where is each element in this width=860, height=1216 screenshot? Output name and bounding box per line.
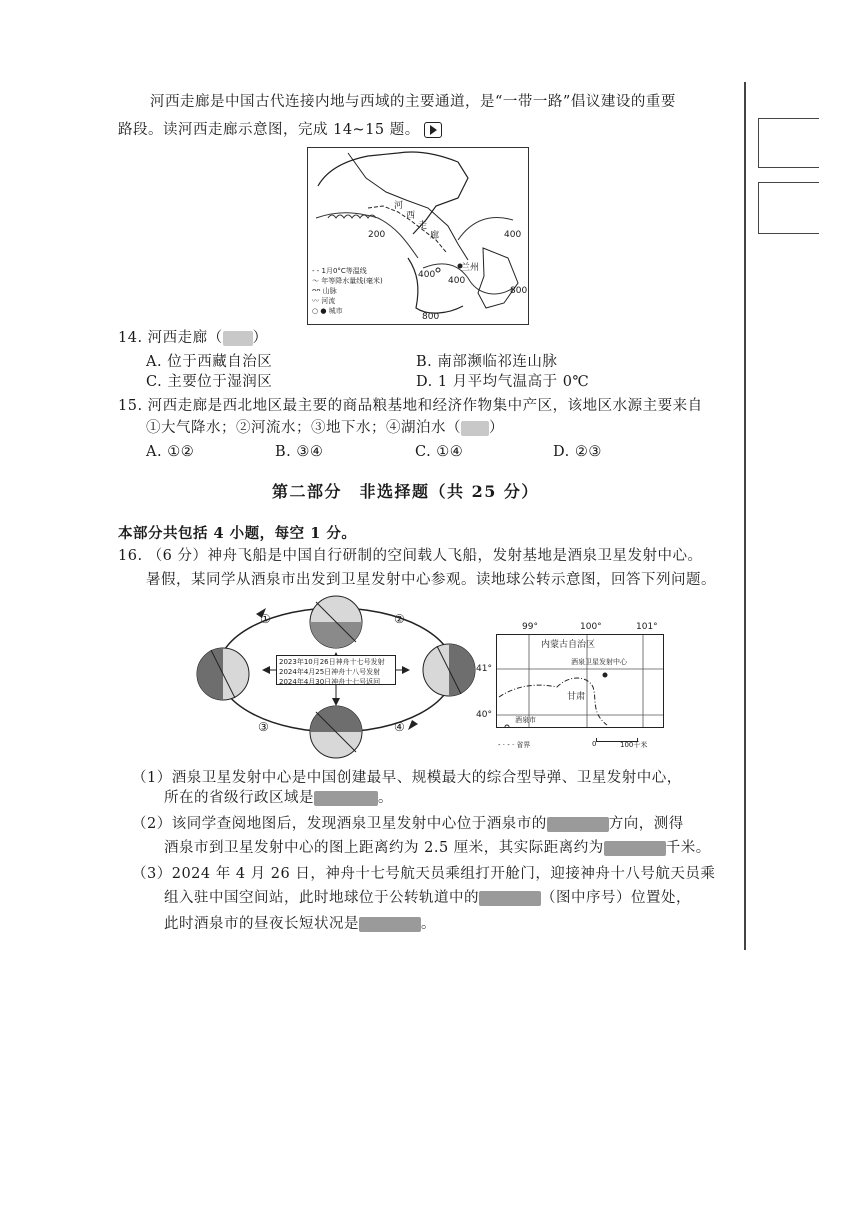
q14-answer-blank[interactable] (223, 331, 253, 346)
orbit-event-2: 2024年4月25日神舟十八号发射 (279, 668, 381, 676)
map1-contour-400c: 400 (448, 276, 466, 286)
orbit-pos-2: ② (394, 612, 405, 626)
sub3-line-3 (164, 914, 436, 934)
q14-stem (118, 328, 268, 348)
q14-option-d[interactable]: D. 1 月平均气温高于 0℃ (416, 374, 590, 390)
map1-label-zou: 走 (418, 221, 428, 231)
lon-99: 99° (522, 622, 538, 632)
sub2-distance-blank[interactable] (604, 841, 666, 856)
sub3-line-3-text: 此时酒泉市的昼夜长短状况是 (164, 916, 359, 932)
map2-province: 甘肃 (567, 692, 586, 702)
sub3-line-1: （3）2024 年 4 月 26 日，神舟十七号航天员乘组打开舱门，迎接神舟十八号航天员乘 (132, 866, 716, 882)
legend-isohyet: ～ 年等降水量线(毫米) (312, 277, 383, 285)
sub1-line-2-text: 所在的省级行政区域是 (164, 790, 314, 806)
sub2-line-2-end: 千米。 (665, 840, 711, 856)
sub1-line-2-end: 。 (378, 790, 393, 806)
sub3-line-2 (164, 888, 691, 908)
sub2-line-1-text: （2）该同学查阅地图后，发现酒泉卫星发射中心位于酒泉市的 (132, 816, 547, 832)
sub2-line-2-text: 酒泉市到卫星发射中心的图上距离约为 2.5 厘米，其实际距离约为 (164, 840, 604, 856)
q15-line-1: 15. 河西走廊是西北地区最主要的商品粮基地和经济作物集中产区，该地区水源主要来自 (118, 398, 703, 414)
jiuquan-map (470, 622, 670, 758)
margin-box-top (758, 118, 819, 168)
map2-legend-border: - · - · 省界 (498, 741, 531, 749)
q14-stem-end: ） (252, 330, 268, 346)
q15-line-2 (146, 418, 504, 438)
map2-center: 酒泉卫星发射中心 (571, 658, 627, 666)
hexi-corridor-map (307, 147, 529, 325)
q14-option-a[interactable]: A. 位于西藏自治区 (146, 354, 273, 370)
sub1-line-1: （1）酒泉卫星发射中心是中国创建最早、规模最大的综合型导弹、卫星发射中心， (132, 770, 682, 786)
orbit-pos-4: ④ (394, 720, 405, 734)
q15-line-2-text: ①大气降水；②河流水；③地下水；④湖泊水（ (146, 420, 461, 436)
legend-river: 〰 河流 (312, 297, 336, 305)
q14-option-c[interactable]: C. 主要位于湿润区 (146, 374, 273, 390)
map1-label-lanzhou: 兰州 (461, 263, 480, 273)
sub2-direction-blank[interactable] (547, 817, 609, 832)
intro-line-2 (118, 120, 442, 140)
map1-contour-800b: 800 (422, 312, 440, 322)
q15-line-2-end: ） (489, 420, 504, 436)
map1-contour-800a: 800 (510, 286, 528, 296)
map2-scale-label: 100千米 (620, 741, 648, 749)
map2-scale-zero: 0 (592, 740, 597, 748)
q15-option-b[interactable]: B. ③④ (275, 444, 324, 460)
sub3-line-2-end: （图中序号）位置处， (541, 890, 691, 906)
margin-box-bottom (758, 182, 819, 234)
lat-41: 41° (476, 664, 492, 674)
orbit-pos-3: ③ (258, 720, 269, 734)
sub1-line-2 (164, 788, 393, 808)
map1-contour-400b: 400 (418, 270, 436, 280)
sub3-line-2-text: 组入驻中国空间站，此时地球位于公转轨道中的 (164, 890, 479, 906)
sub3-daylength-blank[interactable] (359, 917, 421, 932)
map1-label-lang: 廊 (430, 231, 440, 241)
q15-option-a[interactable]: A. ①② (146, 444, 195, 460)
margin-line (744, 82, 746, 950)
lon-100: 100° (580, 622, 602, 632)
section2-note: 本部分共包括 4 小题，每空 1 分。 (118, 525, 357, 542)
intro-line-2-text: 路段。读河西走廊示意图，完成 14~15 题。 (118, 122, 420, 138)
orbit-event-box (276, 655, 396, 685)
map1-contour-200: 200 (368, 230, 386, 240)
play-icon[interactable] (424, 122, 442, 138)
sub3-position-blank[interactable] (479, 891, 541, 906)
q14-stem-text: 14. 河西走廊（ (118, 330, 223, 346)
q14-option-b[interactable]: B. 南部濒临祁连山脉 (416, 354, 558, 370)
lat-40: 40° (476, 710, 492, 720)
sub2-line-2 (164, 838, 711, 858)
orbit-event-3: 2024年4月30日神舟十七号返回 (279, 678, 381, 686)
q15-option-c[interactable]: C. ①④ (415, 444, 464, 460)
sub2-line-1 (132, 814, 684, 834)
q15-answer-blank[interactable] (461, 421, 489, 436)
q16-line-1: 16. （6 分）神舟飞船是中国自行研制的空间载人飞船，发射基地是酒泉卫星发射中心。 (118, 548, 703, 564)
lon-101: 101° (636, 622, 658, 632)
orbit-pos-1: ① (260, 612, 271, 626)
q16-line-2: 暑假，某同学从酒泉市出发到卫星发射中心参观。读地球公转示意图，回答下列问题。 (146, 572, 716, 588)
sub1-answer-blank[interactable] (314, 791, 378, 806)
legend-city: ○ ● 城市 (312, 307, 343, 315)
jiuquan-map-frame (496, 634, 664, 728)
map1-contour-400a: 400 (504, 230, 522, 240)
map2-region: 内蒙古自治区 (541, 640, 596, 650)
map1-label-he: 河 (394, 201, 404, 211)
legend-mountain: ᴖᴖ 山脉 (312, 287, 337, 295)
q15-option-d[interactable]: D. ②③ (553, 444, 602, 460)
map2-city: 酒泉市 (515, 716, 536, 724)
earth-orbit-diagram (196, 592, 476, 760)
map1-legend (312, 266, 383, 316)
sub2-line-1-end: 方向，测得 (608, 816, 684, 832)
section2-title: 第二部分 非选择题（共 25 分） (272, 482, 539, 501)
legend-isotherm: - - 1月0°C等温线 (312, 267, 367, 275)
intro-line-1: 河西走廊是中国古代连接内地与西域的主要通道，是“一带一路”倡议建设的重要 (150, 94, 676, 110)
map1-label-xi: 西 (406, 211, 416, 221)
sub3-line-3-end: 。 (421, 916, 436, 932)
orbit-event-1: 2023年10月26日神舟十七号发射 (279, 658, 385, 666)
